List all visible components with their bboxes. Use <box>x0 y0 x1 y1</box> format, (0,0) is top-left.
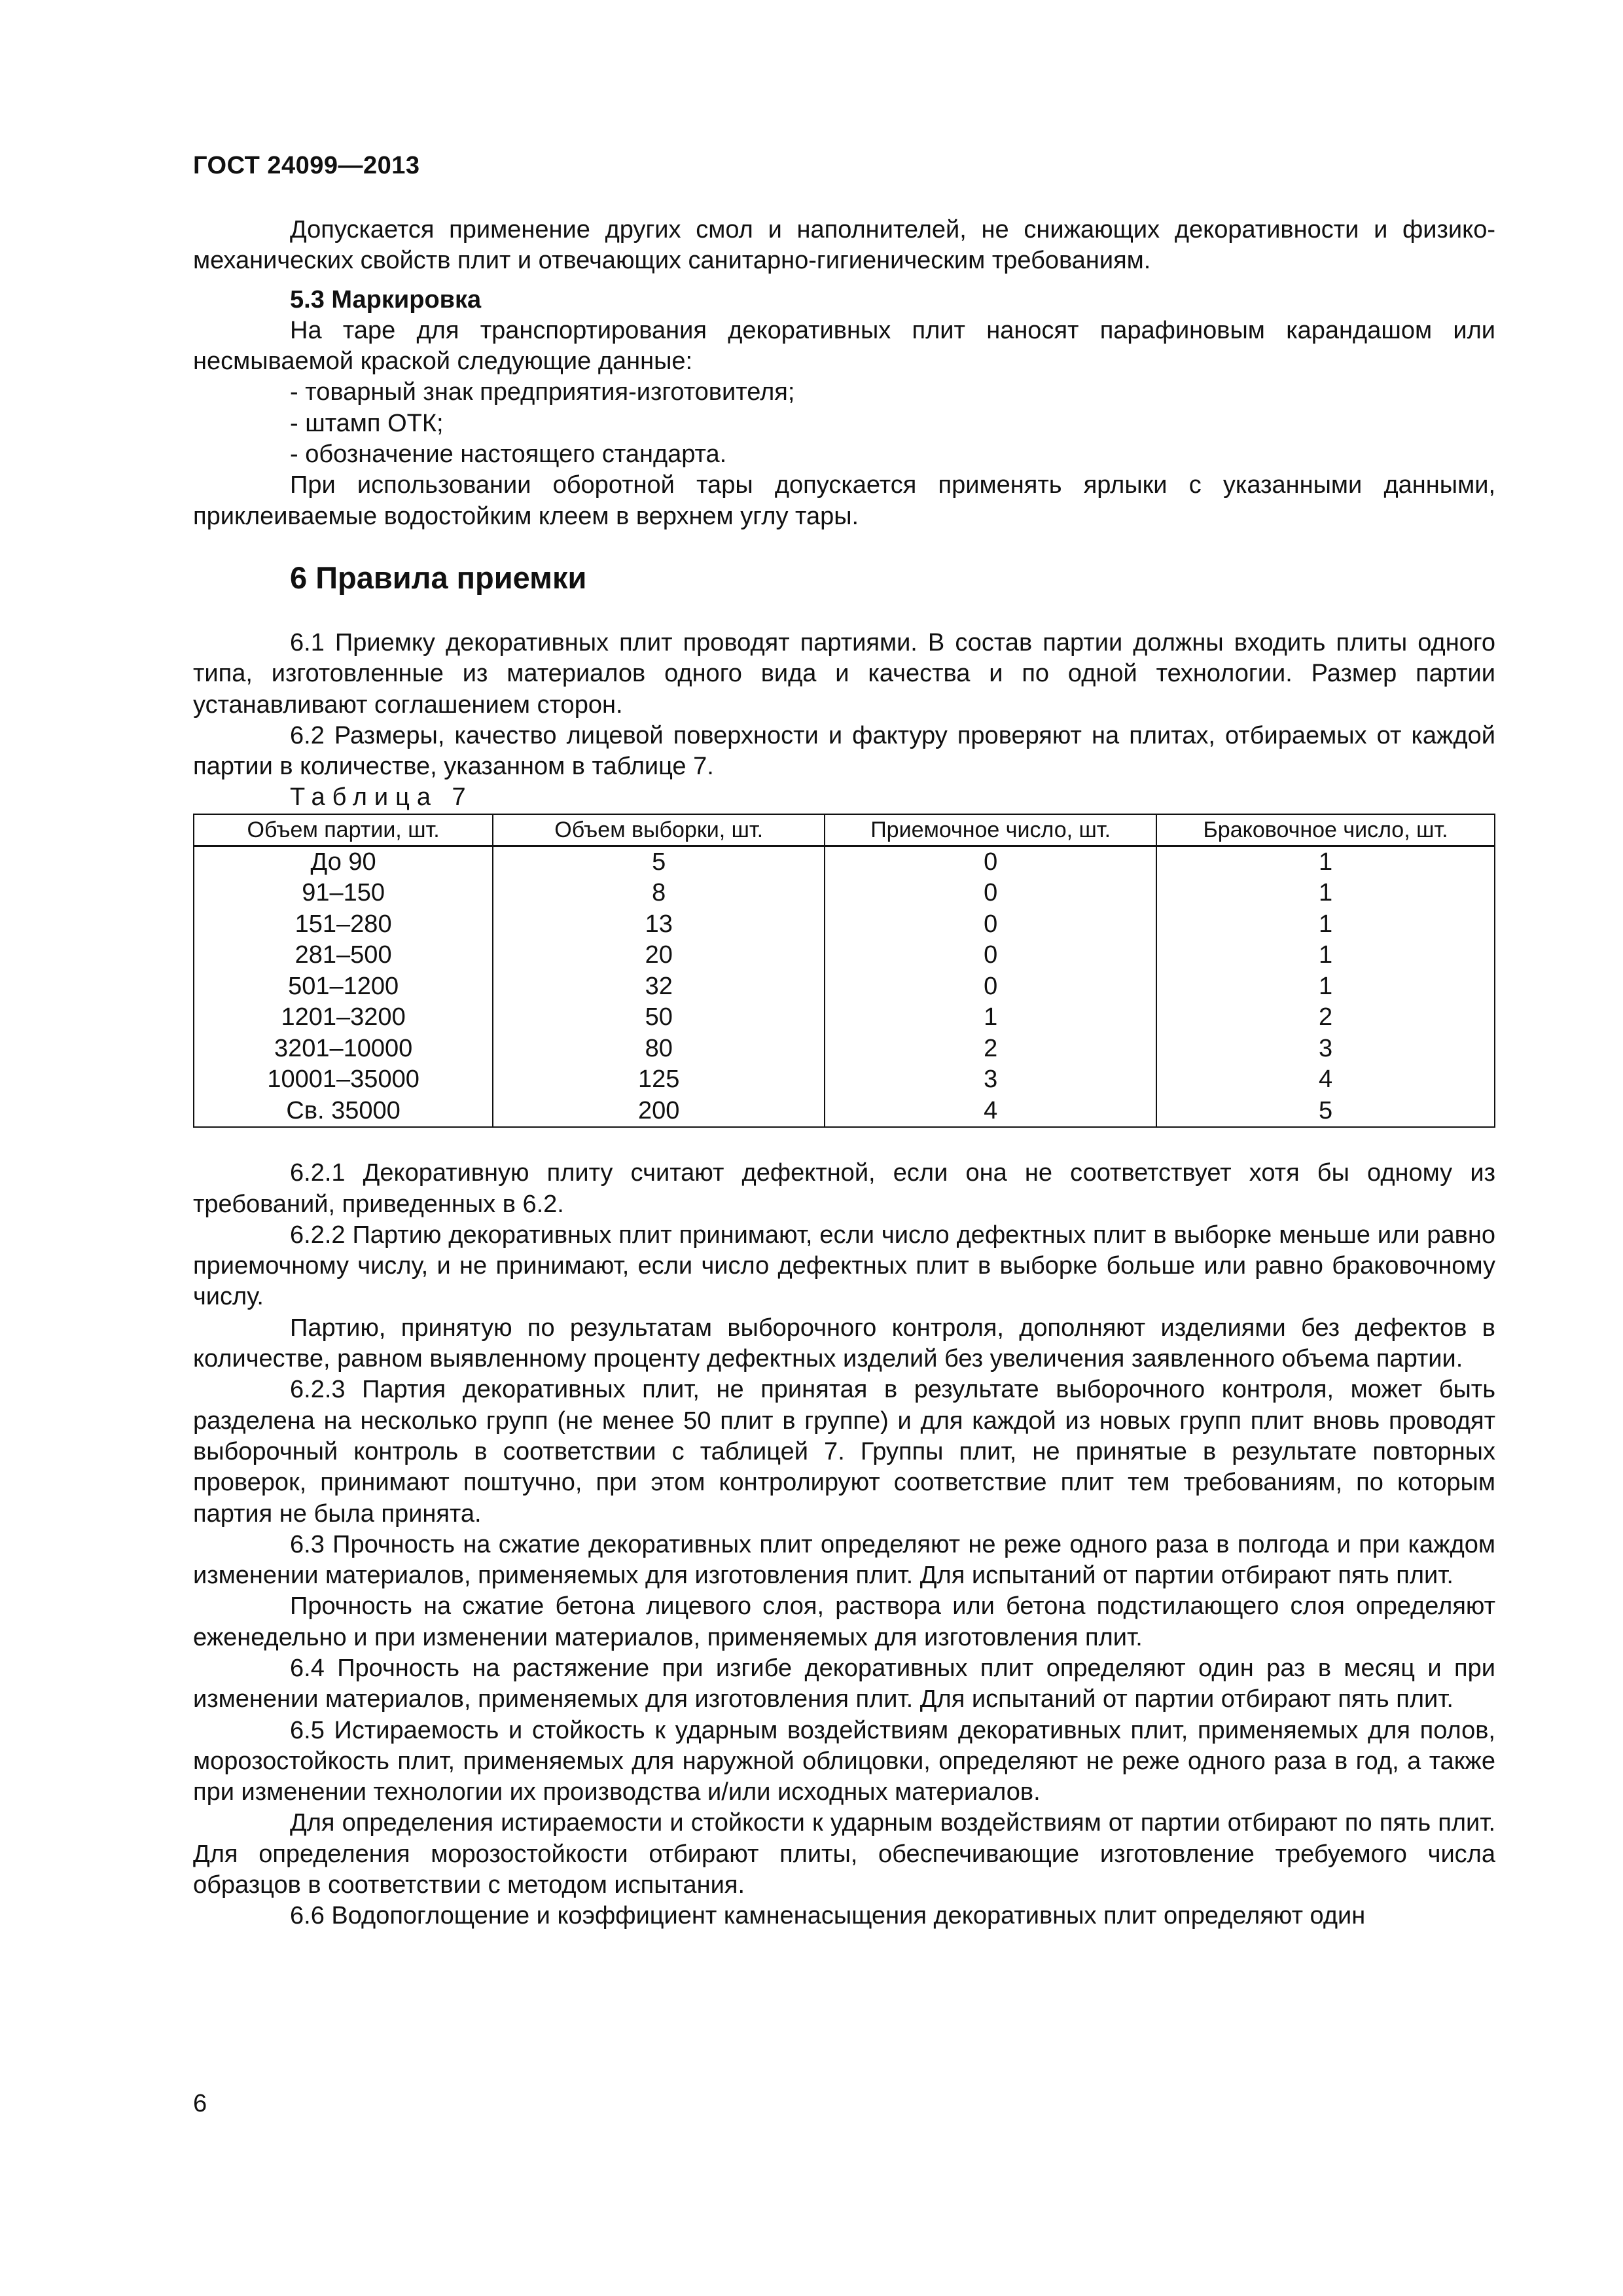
paragraph-5-3-labels: При использовании оборотной тары допускается применять ярлыки с указанными данными, приклеиваемые водостойким клеем в верхнем углу тары. <box>193 471 1495 530</box>
table-cell: 1 <box>1156 846 1495 878</box>
paragraph-6-2-3: 6.2.3 Партия декоративных плит, не принятая в результате выборочного контроля, может быть разделена на несколько групп (не менее 50 плит в группе) и для каждой из новых групп плит вновь проводят выборочный контроль в соответствии с таблицей 7. Группы плит, не принятые в результате повторных проверок, принимают поштучно, при этом контролируют соответствие плит тем требованиям, по которым партия не была принята. <box>193 1376 1495 1528</box>
table-row <box>194 846 1495 878</box>
table-cell: 5 <box>493 846 825 878</box>
table-cell: 2 <box>1156 1002 1495 1033</box>
table-cell: 200 <box>493 1096 825 1128</box>
table-caption: Таблица 7 <box>290 783 473 812</box>
list-item: - штамп ОТК; <box>290 409 444 437</box>
table-cell: 8 <box>493 878 825 909</box>
paragraph-6-4: 6.4 Прочность на растяжение при изгибе декоративных плит определяют один раз в месяц и при изменении материалов, применяемых для изготовления плит. Для испытаний от партии отбирают пять плит. <box>193 1655 1495 1713</box>
column-header-acceptance-number: Приемочное число, шт. <box>825 814 1156 846</box>
table-cell: 281–500 <box>194 940 493 971</box>
paragraph-intro: Допускается применение других смол и наполнителей, не снижающих декоративности и физико-механических свойств плит и отвечающих санитарно-гигиеническим требованиям. <box>193 216 1495 275</box>
table-cell: 125 <box>493 1064 825 1096</box>
table-cell: 20 <box>493 940 825 971</box>
section-5-3-title: 5.3 Маркировка <box>290 285 482 314</box>
table-row <box>194 1064 1495 1096</box>
document-header: ГОСТ 24099—2013 <box>193 152 420 179</box>
table-cell: 4 <box>825 1096 1156 1128</box>
list-item: - обозначение настоящего стандарта. <box>290 440 727 469</box>
table-cell: 1 <box>1156 909 1495 941</box>
page-number: 6 <box>193 2090 207 2117</box>
table-cell: Св. 35000 <box>194 1096 493 1128</box>
table-cell: 32 <box>493 971 825 1003</box>
table-cell: До 90 <box>194 846 493 878</box>
table-cell: 0 <box>825 909 1156 941</box>
table-cell: 10001–35000 <box>194 1064 493 1096</box>
paragraph-6-5: 6.5 Истираемость и стойкость к ударным воздействиям декоративных плит, применяемых для полов, морозостойкость плит, применяемых для наружной облицовки, определяют не реже одного раза в год, а также при изменении технологии их производства и/или исходных материалов. <box>193 1716 1495 1806</box>
table-row <box>194 971 1495 1003</box>
table-cell: 501–1200 <box>194 971 493 1003</box>
table-cell: 1 <box>1156 878 1495 909</box>
column-header-lot-size: Объем партии, шт. <box>194 814 493 846</box>
list-item: - товарный знак предприятия-изготовителя; <box>290 378 795 406</box>
table-cell: 151–280 <box>194 909 493 941</box>
table-cell: 3201–10000 <box>194 1033 493 1065</box>
paragraph-6-2-2: 6.2.2 Партию декоративных плит принимают, если число дефектных плит в выборке меньше или равно приемочному числу, и не принимают, если число дефектных плит в выборке больше или равно браковочному числу. <box>193 1221 1495 1311</box>
paragraph-6-1: 6.1 Приемку декоративных плит проводят партиями. В состав партии должны входить плиты одного типа, изготовленные из материалов одного вида и качества и по одной технологии. Размер партии устанавливают соглашением сторон. <box>193 628 1495 719</box>
paragraph-6-5-sampling: Для определения истираемости и стойкости к ударным воздействиям от партии отбирают по пять плит. Для определения морозостойкости отбирают плиты, обеспечивающие изготовление требуемого числа образцов в соответствии с методом испытания. <box>193 1809 1495 1899</box>
table-header-row <box>194 814 1495 846</box>
table-cell: 5 <box>1156 1096 1495 1128</box>
table-row <box>194 1002 1495 1033</box>
table-cell: 0 <box>825 846 1156 878</box>
table-cell: 0 <box>825 971 1156 1003</box>
table-cell: 2 <box>825 1033 1156 1065</box>
column-header-sample-size: Объем выборки, шт. <box>493 814 825 846</box>
table-cell: 3 <box>1156 1033 1495 1065</box>
section-6-title: 6 Правила приемки <box>290 560 587 595</box>
paragraph-6-3: 6.3 Прочность на сжатие декоративных плит определяют не реже одного раза в полгода и при каждом изменении материалов, применяемых для изготовления плит. Для испытаний от партии отбирают пять плит. <box>193 1530 1495 1590</box>
document-body <box>193 215 1495 1932</box>
table-row <box>194 940 1495 971</box>
paragraph-5-3-marking: На таре для транспортирования декоративных плит наносят парафиновым карандашом или несмываемой краской следующие данные: <box>193 316 1495 376</box>
table-row <box>194 1033 1495 1065</box>
table-cell: 3 <box>825 1064 1156 1096</box>
table-7 <box>193 814 1495 1128</box>
paragraph-6-3-concrete: Прочность на сжатие бетона лицевого слоя, раствора или бетона подстилающего слоя определяют еженедельно и при изменении материалов, применяемых для изготовления плит. <box>193 1592 1495 1651</box>
table-cell: 80 <box>493 1033 825 1065</box>
table-cell: 13 <box>493 909 825 941</box>
table-cell: 1 <box>1156 940 1495 971</box>
table-cell: 1201–3200 <box>194 1002 493 1033</box>
table-cell: 91–150 <box>194 878 493 909</box>
table-cell: 50 <box>493 1002 825 1033</box>
paragraph-6-2-1: 6.2.1 Декоративную плиту считают дефектной, если она не соответствует хотя бы одному из требований, приведенных в 6.2. <box>193 1159 1495 1218</box>
paragraph-6-6: 6.6 Водопоглощение и коэффициент камненасыщения декоративных плит определяют один <box>290 1902 1366 1930</box>
paragraph-6-2: 6.2 Размеры, качество лицевой поверхности и фактуру проверяют на плитах, отбираемых от каждой партии в количестве, указанном в таблице 7. <box>193 721 1495 781</box>
table-row <box>194 1096 1495 1128</box>
paragraph-6-2-2-supplement: Партию, принятую по результатам выборочного контроля, дополняют изделиями без дефектов в количестве, равном выявленному проценту дефектных изделий без увеличения заявленного объема партии. <box>193 1314 1495 1373</box>
table-row <box>194 878 1495 909</box>
column-header-rejection-number: Браковочное число, шт. <box>1156 814 1495 846</box>
table-cell: 4 <box>1156 1064 1495 1096</box>
table-cell: 0 <box>825 940 1156 971</box>
table-cell: 0 <box>825 878 1156 909</box>
table-cell: 1 <box>825 1002 1156 1033</box>
table-row <box>194 909 1495 941</box>
table-cell: 1 <box>1156 971 1495 1003</box>
